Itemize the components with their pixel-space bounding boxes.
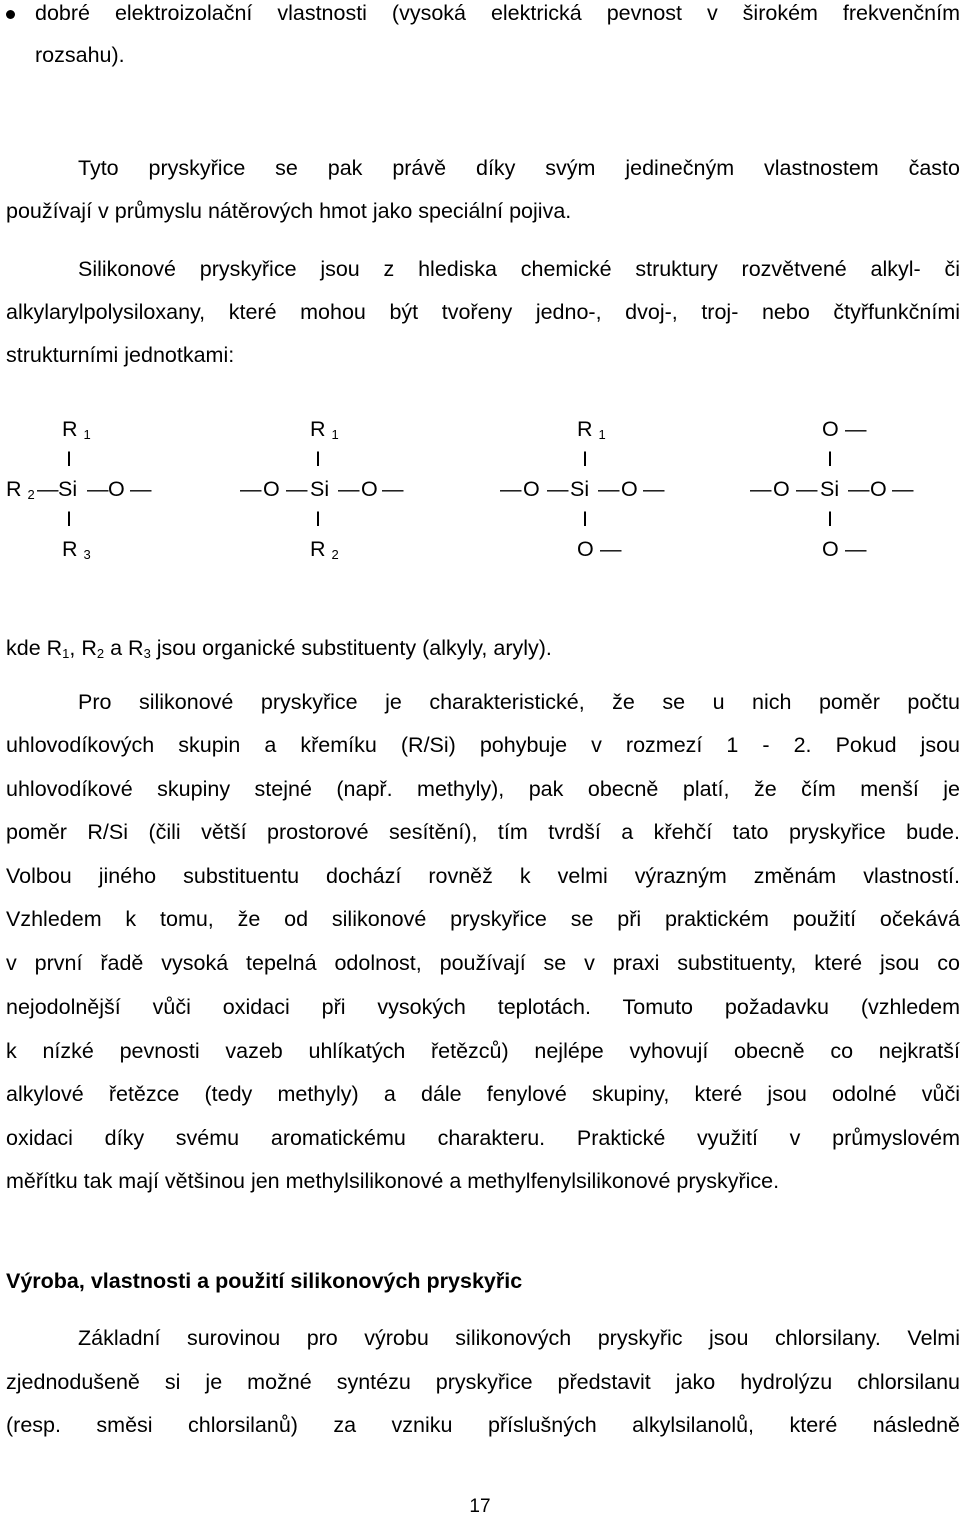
paragraph-3-line: Vzhledem k tomu, že od silikonové pryskyřice se při praktickém použití očekává xyxy=(6,907,960,931)
bond-dash: — xyxy=(598,477,620,501)
r1-label: R $_1$ xyxy=(310,417,339,442)
page-number: 17 xyxy=(469,1496,491,1517)
paragraph-4-line: zjednodušeně si je možné syntézu pryskyřice představit jako hydrolýzu chlorsilanu xyxy=(6,1370,960,1394)
paragraph-3-line: k nízké pevnosti vazeb uhlíkatých řetězců) nejlépe vyhovují obecně co nejkratší xyxy=(6,1039,960,1063)
section-heading: Výroba, vlastnosti a použití silikonových pryskyřic xyxy=(6,1269,523,1293)
paragraph-2-line-1: Silikonové pryskyřice jsou z hlediska chemické struktury rozvětvené alkyl- či xyxy=(78,257,960,281)
vertical-bond: I xyxy=(315,507,321,531)
o-atom: O xyxy=(361,477,378,501)
r2-label: R $_2$ xyxy=(6,477,35,502)
si-atom: Si xyxy=(570,477,590,501)
paragraph-2-line-3: strukturními jednotkami: xyxy=(6,343,235,367)
bond-dash: — xyxy=(240,477,262,501)
bullet-text-line-1: dobré elektroizolační vlastnosti (vysoká elektrická pevnost v širokém frekvenčním xyxy=(35,1,960,25)
o-atom: O xyxy=(108,477,125,501)
bond-dash: — xyxy=(286,477,308,501)
paragraph-3-line: oxidaci díky svému aromatickému charakteru. Praktické využití v průmyslovém xyxy=(6,1126,960,1150)
o-atom: O xyxy=(773,477,790,501)
paragraph-4-line: (resp. směsi chlorsilanů) za vzniku příslušných alkylsilanolů, které následně xyxy=(6,1413,960,1437)
paragraph-3-line: alkylové řetězce (tedy methyly) a dále fenylové skupiny, které jsou odolné vůči xyxy=(6,1082,960,1106)
bond-dash: — xyxy=(87,477,109,501)
r3-label: R $_3$ xyxy=(62,537,91,562)
si-atom: Si xyxy=(58,477,78,501)
si-atom: Si xyxy=(820,477,840,501)
r1-label: R $_1$ xyxy=(62,417,91,442)
bond-dash: — xyxy=(845,537,867,561)
bond-dash: — xyxy=(796,477,818,501)
paragraph-3-line: měřítku tak mají většinou jen methylsilikonové a methylfenylsilikonové pryskyřice. xyxy=(6,1169,780,1193)
o-atom: O xyxy=(822,417,839,441)
paragraph-3-line: uhlovodíkové skupiny stejné (např. methyly), pak obecně platí, že čím menší je xyxy=(6,777,960,801)
bond-dash: — xyxy=(845,417,867,441)
paragraph-1-line-1: Tyto pryskyřice se pak právě díky svým jedinečným vlastnostem často xyxy=(78,156,960,180)
o-atom: O xyxy=(822,537,839,561)
vertical-bond: I xyxy=(66,447,72,471)
bullet-text-line-2: rozsahu). xyxy=(35,43,125,67)
vertical-bond: I xyxy=(827,507,833,531)
paragraph-1-line-2: používají v průmyslu nátěrových hmot jako speciální pojiva. xyxy=(6,199,572,223)
paragraph-3-line: Pro silikonové pryskyřice je charakteristické, že se u nich poměr počtu xyxy=(78,690,960,714)
o-atom: O xyxy=(870,477,887,501)
substituents-note: kde $R_1$, $R_2$ a $R_3$ jsou organické substituenty (alkyly, aryly). xyxy=(6,636,552,661)
bond-dash: — xyxy=(547,477,569,501)
paragraph-2-line-2: alkylarylpolysiloxany, které mohou být tvořeny jedno-, dvoj-, troj- nebo čtyřfunkčními xyxy=(6,300,960,324)
bond-dash: — xyxy=(848,477,870,501)
paragraph-3-line: uhlovodíkových skupin a křemíku (R/Si) pohybuje v rozmezí 1 - 2. Pokud jsou xyxy=(6,733,960,757)
r2-label: R $_2$ xyxy=(310,537,339,562)
bond-dash: — xyxy=(643,477,665,501)
paragraph-3-line: poměr R/Si (čili větší prostorové sesítění), tím tvrdší a křehčí tato pryskyřice bude. xyxy=(6,820,960,844)
bullet-dot xyxy=(6,2,26,26)
bond-dash: — xyxy=(382,477,404,501)
bond-dash: — xyxy=(892,477,914,501)
vertical-bond: I xyxy=(827,447,833,471)
paragraph-4-line: Základní surovinou pro výrobu silikonových pryskyřic jsou chlorsilany. Velmi xyxy=(78,1326,960,1350)
vertical-bond: I xyxy=(582,447,588,471)
vertical-bond: I xyxy=(582,507,588,531)
paragraph-3-line: Volbou jiného substituentu dochází rovněž k velmi výrazným změnám vlastností. xyxy=(6,864,960,888)
bond-dash: — xyxy=(750,477,772,501)
bond-dash: — xyxy=(37,477,59,501)
o-atom: O xyxy=(263,477,280,501)
o-atom: O xyxy=(621,477,638,501)
bond-dash: — xyxy=(338,477,360,501)
bond-dash: — xyxy=(500,477,522,501)
vertical-bond: I xyxy=(315,447,321,471)
bond-dash: — xyxy=(130,477,152,501)
si-atom: Si xyxy=(310,477,330,501)
o-atom: O xyxy=(523,477,540,501)
paragraph-3-line: nejodolnější vůči oxidaci při vysokých teplotách. Tomuto požadavku (vzhledem xyxy=(6,995,960,1019)
bond-dash: — xyxy=(600,537,622,561)
r1-label: R $_1$ xyxy=(577,417,606,442)
o-atom: O xyxy=(577,537,594,561)
paragraph-3-line: v první řadě vysoká tepelná odolnost, používají se v praxi substituenty, které jsou co xyxy=(6,951,960,975)
vertical-bond: I xyxy=(66,507,72,531)
